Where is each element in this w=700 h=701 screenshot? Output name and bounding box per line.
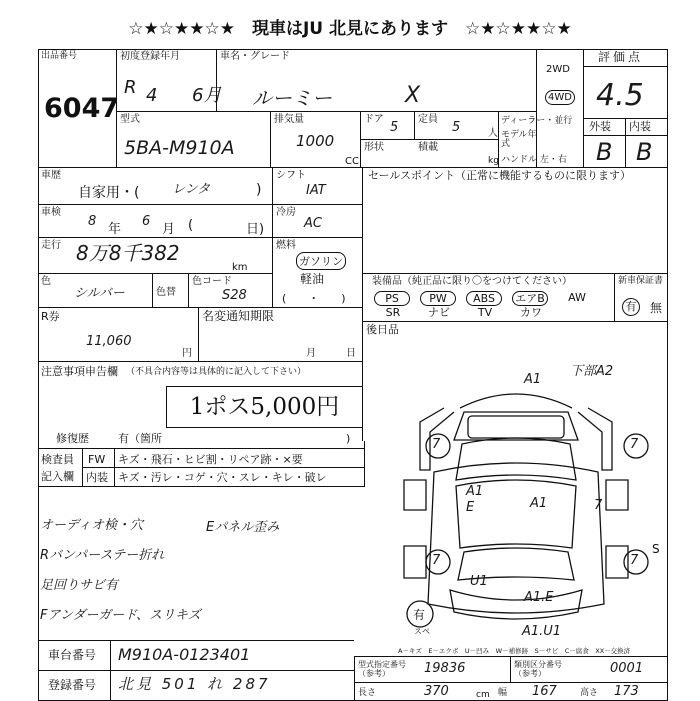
repair-close: ) <box>346 432 351 445</box>
category-value: 0001 <box>610 661 644 676</box>
handwritten-note-line: Fアンダーガード、スリキズ <box>40 608 201 623</box>
load-unit: kg <box>488 156 499 166</box>
diagram-mark-lower-a2: 下部A2 <box>570 364 614 379</box>
recycle-unit: 円 <box>182 348 192 359</box>
diagram-mark-a1e-rear: A1.E <box>524 590 554 605</box>
equipment-item: カワ <box>520 306 542 319</box>
inspector-int: 内装 <box>86 471 108 484</box>
diagram-mark-s: S <box>652 542 660 556</box>
model-value: 5BA-M910A <box>124 137 235 159</box>
drive-4wd: 4WD <box>545 90 575 105</box>
color-code-label: 色コード <box>192 276 232 287</box>
dims-length-unit: cm <box>476 690 490 700</box>
equipment-item: ABS <box>466 291 502 306</box>
name-change-label: 名変通知期限 <box>202 309 275 323</box>
equipment-label: 装備品（純正品に限り〇をつけてください） <box>372 276 572 287</box>
dims-length: 370 <box>424 684 449 699</box>
lot-label: 出品番号 <box>41 51 78 61</box>
header-banner: ☆★☆★★☆★ 現車はJU 北見にあります ☆★☆★★☆★ <box>128 19 572 39</box>
equipment-item: PS <box>374 291 410 306</box>
diagram-spare-sub: スペ <box>414 627 430 636</box>
mileage-label: 走行 <box>41 240 61 251</box>
grade-eval-label: 評価点 <box>598 50 644 64</box>
car-name-value: ルーミー <box>252 86 332 110</box>
displacement-unit: CC <box>345 156 359 167</box>
repair-value: 有（箇所 <box>118 432 162 445</box>
inspector-fw-items: キズ・飛石・ヒビ割・リペア跡・×要 <box>118 453 303 466</box>
name-change-month: 月 <box>306 348 316 359</box>
lot-number: 6047 <box>44 93 120 124</box>
equipment-item: PW <box>420 291 456 306</box>
history-prefix: 自家用・( <box>78 185 140 201</box>
diagram-mark-7-rl: 7 <box>432 553 441 568</box>
e-panel-note: Eパネル歪み <box>206 520 280 535</box>
fuel-paren: ( ・ ) <box>282 292 346 305</box>
capacity-label: 定員 <box>418 114 438 125</box>
repair-label: 修復歴 <box>56 432 89 445</box>
first-reg-year: 4 <box>146 85 158 106</box>
history-value: レンタ <box>172 182 211 197</box>
equipment-item: エアB <box>512 291 548 306</box>
diagram-mark-a1-left: A1 <box>466 484 484 499</box>
car-grade-value: X <box>405 83 421 108</box>
inspector-fw: FW <box>88 453 106 466</box>
warranty-none: 無 <box>650 301 663 315</box>
capacity-unit: 人 <box>488 128 498 139</box>
color-label: 色 <box>41 276 51 287</box>
fuel-diesel: 軽油 <box>300 272 325 286</box>
inspector-label-1: 検査員 <box>41 453 74 466</box>
drive-2wd: 2WD <box>546 64 570 75</box>
diagram-mark-7-rr: 7 <box>630 553 639 568</box>
shift-value: IAT <box>306 183 326 198</box>
warranty-label: 新車保証書 <box>618 276 664 286</box>
diagram-mark-e-left: E <box>466 500 475 515</box>
seat-after-label: 後日品 <box>366 323 399 336</box>
capacity-value: 5 <box>452 120 461 135</box>
notes-hint: （不具合内容等は具体的に記入して下さい） <box>126 367 307 377</box>
displacement-label: 排気量 <box>274 114 304 125</box>
exterior-label: 外装 <box>589 120 611 133</box>
interior-value: B <box>636 138 653 166</box>
inspector-int-items: キズ・汚レ・コゲ・穴・スレ・キレ・破レ <box>118 471 327 484</box>
notes-stamp: 1ポス5,000円 <box>166 386 362 428</box>
first-reg-month: 6月 <box>192 85 222 106</box>
inspection-year: 8 <box>88 214 97 229</box>
inspection-month: 6 <box>142 214 151 229</box>
diagram-spare: 有 <box>413 608 426 622</box>
model-label: 型式 <box>120 114 140 125</box>
equipment-item: TV <box>477 306 493 319</box>
car-name-label: 車名・グレード <box>220 51 290 62</box>
fuel-gas: ガソリン <box>296 252 346 270</box>
dealer-label: ディーラー・並行 <box>501 116 573 126</box>
dims-height: 173 <box>614 684 639 699</box>
diagram-mark-a1-center: A1 <box>530 496 548 511</box>
dims-length-label: 長さ <box>358 688 377 698</box>
car-diagram <box>364 360 668 630</box>
history-suffix: ) <box>256 182 262 198</box>
diagram-mark-a1-top: A1 <box>524 372 542 387</box>
diagram-mark-7-right: 7 <box>594 498 603 513</box>
designation-label: 型式指定番号（参考） <box>358 660 406 678</box>
mileage-value: 8万8千382 <box>76 241 180 265</box>
diagram-mark-u1: U1 <box>470 574 488 589</box>
recycle-label: R券 <box>41 310 60 323</box>
displacement-value: 1000 <box>296 132 335 150</box>
registration-value: 北見 501 れ 287 <box>118 675 271 693</box>
interior-label: 内装 <box>629 120 651 133</box>
color-change-label: 色替 <box>156 287 176 298</box>
first-reg-era: R <box>124 77 137 98</box>
category-label: 類別区分番号（参考） <box>514 660 562 678</box>
history-label: 車歴 <box>41 170 61 181</box>
dims-width: 167 <box>532 684 557 699</box>
registration-label: 登録番号 <box>48 678 97 692</box>
exterior-value: B <box>596 138 613 166</box>
notes-label: 注意事項申告欄 <box>41 365 118 378</box>
model-year-label: モデル年式 <box>501 130 537 149</box>
equipment-item: SR <box>385 306 401 319</box>
inspection-month-unit: 月 <box>162 222 176 237</box>
equipment-item: AW <box>568 291 586 304</box>
aircon-value: AC <box>304 216 322 231</box>
inspection-year-unit: 年 <box>108 222 122 237</box>
color-value: シルバー <box>74 286 125 301</box>
aircon-label: 冷房 <box>276 207 296 218</box>
handle-label: ハンドル 左・右 <box>501 155 567 165</box>
first-reg-label: 初度登録年月 <box>120 51 180 62</box>
handwritten-note-line: Rバンパーステー折れ <box>40 548 165 563</box>
sales-points-label: セールスポイント（正常に機能するものに限ります） <box>368 169 632 182</box>
color-code: S28 <box>222 288 247 303</box>
doors-label: ドア <box>364 114 384 125</box>
shape-label: 形状 <box>364 142 384 153</box>
diagram-mark-a1u1-bottom: A1.U1 <box>522 624 562 639</box>
handwritten-note-line: オーディオ検・穴 <box>40 518 143 533</box>
inspection-label: 車検 <box>41 207 61 218</box>
handwritten-note-line: 足回りサビ有 <box>40 578 119 593</box>
load-label: 積載 <box>418 142 438 153</box>
designation-value: 19836 <box>424 661 466 676</box>
diagram-legend: A－キズ E－エクボ U－凹み W－補修跡 S－サビ C－腐食 XX－交換済 <box>398 647 631 655</box>
fuel-label: 燃料 <box>276 240 296 251</box>
chassis-label: 車台番号 <box>48 648 97 662</box>
inspection-day-unit: 日) <box>246 222 265 237</box>
inspection-open: ( <box>188 218 194 233</box>
shift-label: シフト <box>276 170 306 181</box>
recycle-value: 11,060 <box>86 334 132 349</box>
inspector-label-2: 記入欄 <box>41 470 74 483</box>
grade-eval-value: 4.5 <box>596 78 644 113</box>
chassis-value: M910A-0123401 <box>118 645 251 664</box>
diagram-mark-7-fr: 7 <box>630 437 639 452</box>
doors-value: 5 <box>390 120 399 135</box>
dims-height-label: 高さ <box>580 688 599 698</box>
diagram-mark-7-fl: 7 <box>432 437 441 452</box>
warranty-have: 有 <box>622 298 640 316</box>
name-change-day: 日 <box>346 348 356 359</box>
mileage-unit: km <box>232 262 248 273</box>
equipment-item: ナビ <box>428 306 450 319</box>
dims-width-label: 幅 <box>498 688 508 698</box>
